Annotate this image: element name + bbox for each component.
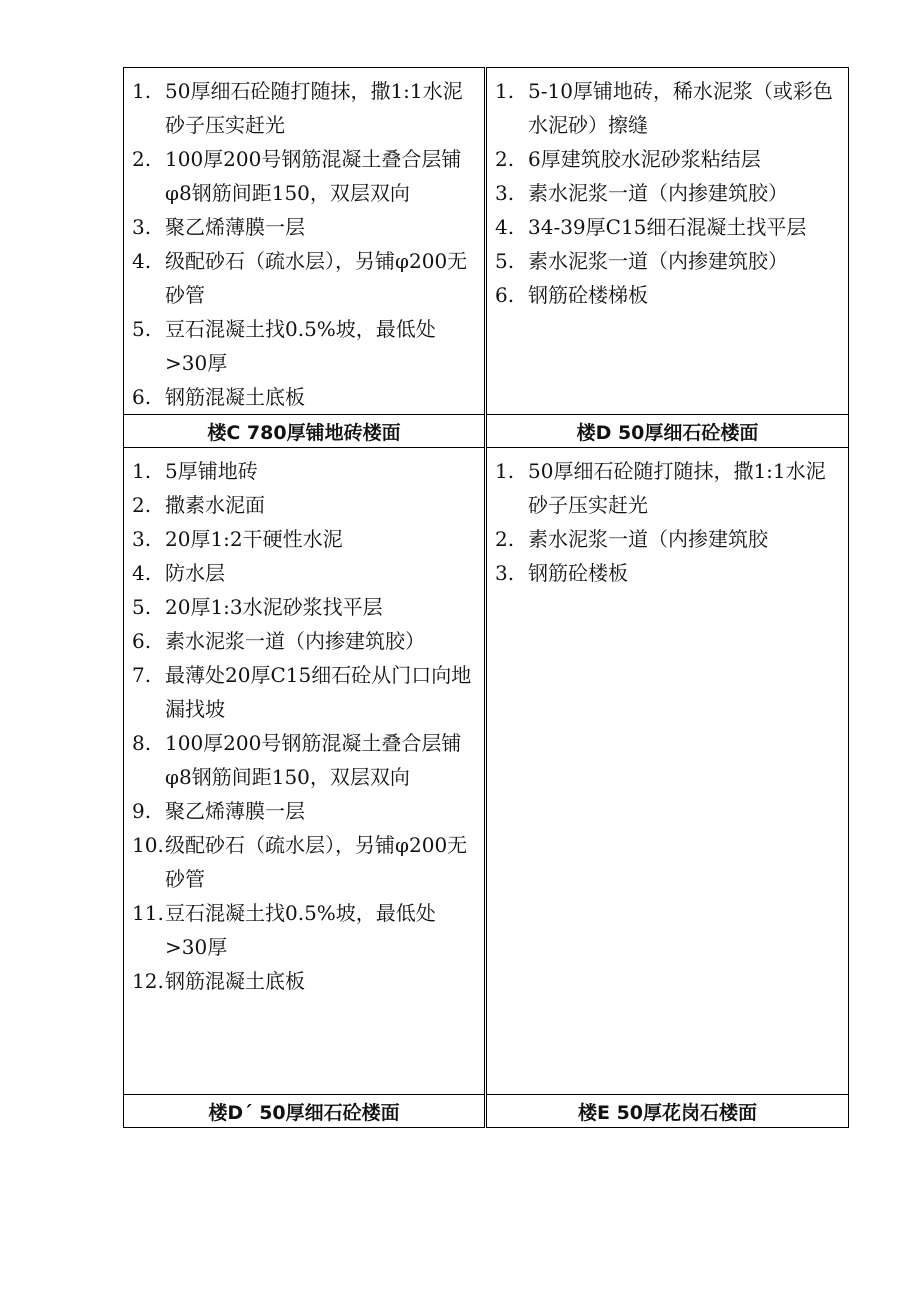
table-row (124, 68, 849, 415)
list-item-text: 豆石混凝土找0.5%坡，最低处>30厚 (165, 901, 436, 959)
list-item-text: 6厚建筑胶水泥砂浆粘结层 (528, 147, 761, 171)
list-item-text: 20厚1:3水泥砂浆找平层 (165, 595, 383, 619)
list-item (495, 556, 842, 590)
list-item-text: 素水泥浆一道（内掺建筑胶） (528, 181, 788, 205)
list-item-number: 5. (132, 595, 152, 619)
list-item (132, 488, 478, 522)
list-item (132, 896, 478, 964)
list-item-text: 级配砂石（疏水层），另铺φ200无砂管 (165, 833, 468, 891)
list-item-number: 3. (132, 215, 152, 239)
list-item-text: 素水泥浆一道（内掺建筑胶） (165, 629, 425, 653)
list-item (132, 590, 478, 624)
list-item (132, 522, 478, 556)
list-item (132, 210, 478, 244)
spec-list (487, 448, 848, 590)
spec-list (487, 68, 848, 312)
table-row (124, 415, 849, 448)
list-item-number: 11. (132, 901, 164, 925)
list-item-number: 3. (495, 561, 515, 585)
list-item-text: 20厚1:2干硬性水泥 (165, 527, 343, 551)
list-item-text: 钢筋混凝土底板 (165, 969, 305, 993)
list-item-number: 10. (132, 833, 164, 857)
spec-list (124, 68, 484, 414)
list-item (132, 964, 478, 998)
list-item-text: 素水泥浆一道（内掺建筑胶） (528, 249, 788, 273)
spec-cell-mid-right (486, 448, 849, 1095)
list-item-number: 6. (495, 283, 515, 307)
table-row (124, 1095, 849, 1128)
list-item-text: 5-10厚铺地砖，稀水泥浆（或彩色水泥砂）擦缝 (528, 79, 833, 137)
list-item-text: 5厚铺地砖 (165, 459, 258, 483)
list-item-text: 撒素水泥面 (165, 493, 265, 517)
spec-cell-mid-left (124, 448, 486, 1095)
list-item-number: 9. (132, 799, 152, 823)
list-item (132, 726, 478, 794)
list-item-text: 防水层 (165, 561, 225, 585)
list-item (495, 74, 842, 142)
list-item-text: 100厚200号钢筋混凝土叠合层铺φ8钢筋间距150，双层双向 (165, 147, 462, 205)
list-item (495, 522, 842, 556)
list-item-number: 2. (495, 147, 515, 171)
list-item-number: 1. (132, 79, 152, 103)
spec-cell-top-left (124, 68, 486, 415)
list-item-text: 聚乙烯薄膜一层 (165, 215, 305, 239)
list-item (495, 210, 842, 244)
list-item (132, 244, 478, 312)
list-item (132, 556, 478, 590)
list-item-number: 1. (132, 459, 152, 483)
list-item (495, 176, 842, 210)
list-item-number: 4. (132, 561, 152, 585)
list-item-number: 2. (495, 527, 515, 551)
list-item (132, 828, 478, 896)
section-title-floor-d-prime: 楼D´ 50厚细石砼楼面 (124, 1095, 486, 1128)
list-item (132, 142, 478, 210)
list-item-number: 1. (495, 79, 515, 103)
list-item-number: 4. (495, 215, 515, 239)
list-item-text: 50厚细石砼随打随抹，撒1:1水泥砂子压实赶光 (528, 459, 826, 517)
list-item-text: 钢筋混凝土底板 (165, 385, 305, 409)
list-item (495, 278, 842, 312)
list-item (495, 142, 842, 176)
list-item-text: 50厚细石砼随打随抹，撒1:1水泥砂子压实赶光 (165, 79, 463, 137)
list-item-number: 5. (132, 317, 152, 341)
list-item-number: 1. (495, 459, 515, 483)
list-item-number: 3. (495, 181, 515, 205)
list-item (132, 380, 478, 414)
section-title-floor-d: 楼D 50厚细石砼楼面 (486, 415, 849, 448)
list-item-number: 8. (132, 731, 152, 755)
list-item-number: 12. (132, 969, 164, 993)
list-item-number: 3. (132, 527, 152, 551)
list-item-number: 4. (132, 249, 152, 273)
spec-list (124, 448, 484, 998)
list-item-text: 34-39厚C15细石混凝土找平层 (528, 215, 807, 239)
list-item (495, 244, 842, 278)
list-item-text: 钢筋砼楼梯板 (528, 283, 648, 307)
list-item-text: 钢筋砼楼板 (528, 561, 628, 585)
list-item (132, 658, 478, 726)
list-item (132, 624, 478, 658)
list-item-text: 级配砂石（疏水层），另铺φ200无砂管 (165, 249, 468, 307)
spec-cell-top-right (486, 68, 849, 415)
list-item-number: 6. (132, 629, 152, 653)
list-item-number: 7. (132, 663, 152, 687)
list-item-text: 100厚200号钢筋混凝土叠合层铺φ8钢筋间距150，双层双向 (165, 731, 462, 789)
list-item (495, 454, 842, 522)
list-item-text: 豆石混凝土找0.5%坡，最低处>30厚 (165, 317, 436, 375)
list-item-number: 6. (132, 385, 152, 409)
list-item-number: 2. (132, 493, 152, 517)
list-item-text: 素水泥浆一道（内掺建筑胶 (528, 527, 768, 551)
list-item-text: 聚乙烯薄膜一层 (165, 799, 305, 823)
section-title-floor-e: 楼E 50厚花岗石楼面 (486, 1095, 849, 1128)
floor-spec-table (123, 67, 849, 1128)
list-item (132, 794, 478, 828)
list-item-text: 最薄处20厚C15细石砼从门口向地漏找坡 (165, 663, 472, 721)
list-item-number: 2. (132, 147, 152, 171)
list-item (132, 312, 478, 380)
list-item (132, 454, 478, 488)
list-item (132, 74, 478, 142)
table-row (124, 448, 849, 1095)
section-title-floor-c: 楼C 780厚铺地砖楼面 (124, 415, 486, 448)
list-item-number: 5. (495, 249, 515, 273)
